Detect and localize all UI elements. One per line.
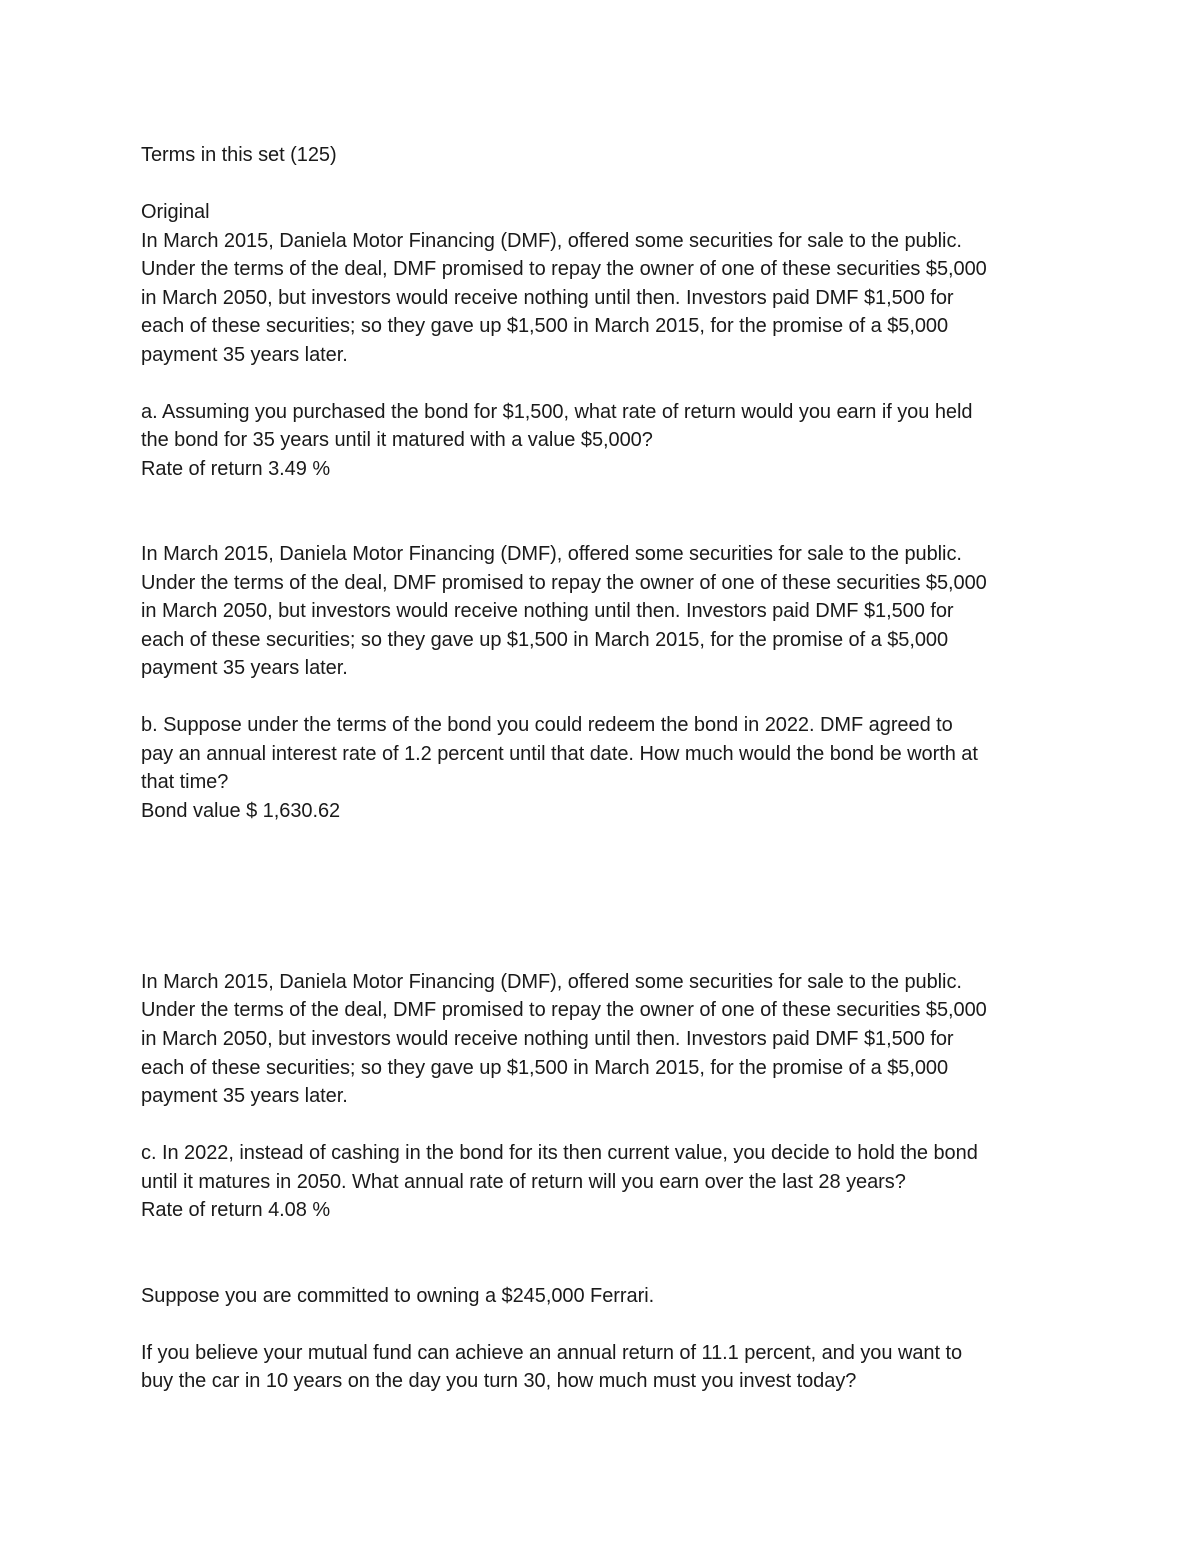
scenario-line: In March 2015, Daniela Motor Financing (DMF), offered some securities for sale to the public. — [141, 230, 962, 252]
question-line: buy the car in 10 years on the day you turn 30, how much must you invest today? — [141, 1370, 857, 1392]
answer-line: Rate of return 3.49 % — [141, 458, 331, 480]
question-line: that time? — [141, 771, 229, 793]
question-line: b. Suppose under the terms of the bond you could redeem the bond in 2022. DMF agreed to — [141, 714, 953, 736]
scenario-line: in March 2050, but investors would receive nothing until then. Investors paid DMF $1,500 for — [141, 600, 954, 622]
scenario-line: in March 2050, but investors would receive nothing until then. Investors paid DMF $1,500 for — [141, 287, 954, 309]
answer-line: Bond value $ 1,630.62 — [141, 800, 341, 822]
intro-line: Suppose you are committed to owning a $245,000 Ferrari. — [141, 1285, 655, 1307]
scenario-line: payment 35 years later. — [141, 344, 348, 366]
scenario-line: Under the terms of the deal, DMF promised to repay the owner of one of these securities $5,000 — [141, 258, 987, 280]
question-line: c. In 2022, instead of cashing in the bond for its then current value, you decide to hold the bond — [141, 1142, 978, 1164]
scenario-line: each of these securities; so they gave up $1,500 in March 2015, for the promise of a $5,000 — [141, 629, 949, 651]
scenario-line: in March 2050, but investors would receive nothing until then. Investors paid DMF $1,500 for — [141, 1028, 954, 1050]
question-line: pay an annual interest rate of 1.2 percent until that date. How much would the bond be worth at — [141, 743, 978, 765]
set-title: Terms in this set (125) — [141, 144, 337, 166]
scenario-line: In March 2015, Daniela Motor Financing (DMF), offered some securities for sale to the public. — [141, 971, 962, 993]
original-label: Original — [141, 201, 210, 223]
question-line: the bond for 35 years until it matured with a value $5,000? — [141, 429, 653, 451]
scenario-line: each of these securities; so they gave up $1,500 in March 2015, for the promise of a $5,000 — [141, 315, 949, 337]
question-line: until it matures in 2050. What annual rate of return will you earn over the last 28 years? — [141, 1171, 906, 1193]
scenario-line: payment 35 years later. — [141, 1085, 348, 1107]
scenario-line: Under the terms of the deal, DMF promised to repay the owner of one of these securities $5,000 — [141, 999, 987, 1021]
answer-line: Rate of return 4.08 % — [141, 1199, 331, 1221]
question-line: If you believe your mutual fund can achieve an annual return of 11.1 percent, and you want to — [141, 1342, 963, 1364]
scenario-line: Under the terms of the deal, DMF promised to repay the owner of one of these securities $5,000 — [141, 572, 987, 594]
scenario-line: payment 35 years later. — [141, 657, 348, 679]
scenario-line: In March 2015, Daniela Motor Financing (DMF), offered some securities for sale to the public. — [141, 543, 962, 565]
scenario-line: each of these securities; so they gave up $1,500 in March 2015, for the promise of a $5,000 — [141, 1057, 949, 1079]
question-line: a. Assuming you purchased the bond for $1,500, what rate of return would you earn if you held — [141, 401, 973, 423]
